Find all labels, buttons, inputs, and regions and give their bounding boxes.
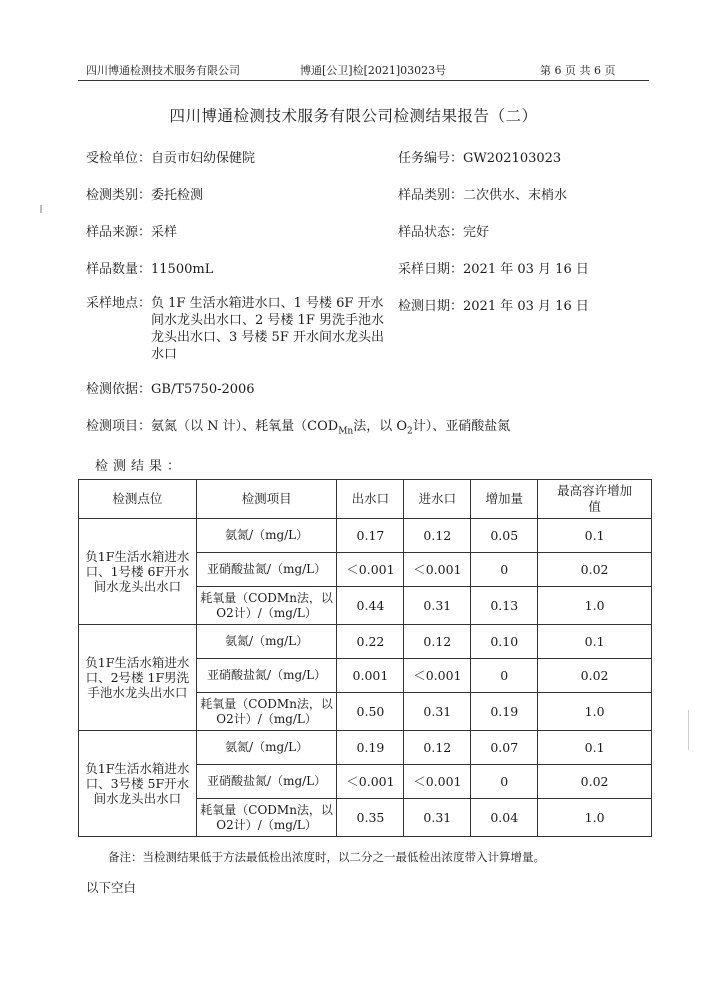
field-sample-source xyxy=(86,224,177,241)
field-sample-type xyxy=(398,187,567,204)
field-sample-site xyxy=(86,295,391,363)
item-cell: 氨氮/（mg/L） xyxy=(196,625,337,659)
subscript: 2 xyxy=(407,426,413,437)
field-value: 氨氮（以 N 计）、耗氧量（COD xyxy=(151,419,339,434)
inlet-cell: 0.31 xyxy=(404,587,471,625)
footnote: 备注：当检测结果低于方法最低检出浓度时，以二分之一最低检出浓度带入计算增量。 xyxy=(108,850,545,864)
max-cell: 0.02 xyxy=(538,765,652,799)
header-page-number: 第 6 页 共 6 页 xyxy=(540,64,616,77)
field-sample-state xyxy=(398,224,489,241)
field-sample-date xyxy=(398,261,589,278)
header-report-number: 博通[公卫]检[2021]03023号 xyxy=(300,64,447,77)
header-site: 检测点位 xyxy=(79,480,197,519)
results-heading: 检测结果： xyxy=(95,459,186,474)
subscript: Mn xyxy=(338,426,354,437)
item-cell: 耗氧量（CODMn法，以O2计）/（mg/L） xyxy=(196,587,337,625)
outlet-cell: 0.001 xyxy=(337,659,404,693)
field-value: 负 1F 生活水箱进水口、1 号楼 6F 开水间水龙头出水口、2 号楼 1F 男洗手池水龙头出水口、3 号楼 5F 开水间水龙头出水口 xyxy=(151,296,384,362)
site-cell: 负1F生活水箱进水口、3号楼 5F开水间水龙头出水口 xyxy=(79,731,197,837)
field-label: 检测日期： xyxy=(398,299,464,314)
max-cell: 1.0 xyxy=(538,693,652,731)
field-label: 检测类别： xyxy=(86,188,152,203)
inlet-cell: 0.12 xyxy=(404,731,471,765)
increase-cell: 0 xyxy=(471,659,538,693)
increase-cell: 0.05 xyxy=(471,519,538,553)
site-cell: 负1F生活水箱进水口、1号楼 6F开水间水龙头出水口 xyxy=(79,519,197,625)
header-increase: 增加量 xyxy=(471,480,538,519)
increase-cell: 0.19 xyxy=(471,693,538,731)
field-label: 采样地点： xyxy=(86,296,152,311)
results-table xyxy=(78,479,652,837)
scan-speck xyxy=(688,710,689,750)
inlet-cell: ＜0.001 xyxy=(404,765,471,799)
outlet-cell: 0.17 xyxy=(337,519,404,553)
field-basis xyxy=(86,381,255,398)
field-test-date xyxy=(398,298,589,315)
field-value: 2021 年 03 月 16 日 xyxy=(463,262,589,277)
field-label: 样品状态： xyxy=(398,225,464,240)
field-label: 样品来源： xyxy=(86,225,152,240)
inlet-cell: ＜0.001 xyxy=(404,553,471,587)
outlet-cell: ＜0.001 xyxy=(337,765,404,799)
outlet-cell: 0.44 xyxy=(337,587,404,625)
outlet-cell: 0.22 xyxy=(337,625,404,659)
increase-cell: 0.10 xyxy=(471,625,538,659)
header-company: 四川博通检测技术服务有限公司 xyxy=(86,64,240,77)
field-label: 受检单位： xyxy=(86,151,152,166)
blank-below-marker: 以下空白 xyxy=(86,880,137,895)
increase-cell: 0.13 xyxy=(471,587,538,625)
field-value: GW202103023 xyxy=(463,151,562,166)
header-outlet: 出水口 xyxy=(337,480,404,519)
field-task-no xyxy=(398,150,561,167)
field-label: 检测依据： xyxy=(86,382,152,397)
item-cell: 亚硝酸盐氮/（mg/L） xyxy=(196,765,337,799)
field-client xyxy=(86,150,255,167)
max-cell: 0.1 xyxy=(538,519,652,553)
table-row xyxy=(79,519,652,553)
increase-cell: 0.07 xyxy=(471,731,538,765)
header-max-allowed: 最高容许增加值 xyxy=(538,480,652,519)
outlet-cell: ＜0.001 xyxy=(337,553,404,587)
header-item: 检测项目 xyxy=(196,480,337,519)
field-label: 任务编号： xyxy=(398,151,464,166)
field-label: 采样日期： xyxy=(398,262,464,277)
item-cell: 亚硝酸盐氮/（mg/L） xyxy=(196,553,337,587)
item-cell: 氨氮/（mg/L） xyxy=(196,519,337,553)
field-value: 二次供水、末梢水 xyxy=(463,188,568,203)
item-cell: 氨氮/（mg/L） xyxy=(196,731,337,765)
max-cell: 1.0 xyxy=(538,587,652,625)
field-value: 11500mL xyxy=(151,262,214,277)
field-test-items xyxy=(86,418,510,441)
report-title: 四川博通检测技术服务有限公司检测结果报告（二） xyxy=(169,107,538,125)
inlet-cell: 0.12 xyxy=(404,625,471,659)
max-cell: 0.1 xyxy=(538,625,652,659)
max-cell: 1.0 xyxy=(538,799,652,837)
inlet-cell: 0.12 xyxy=(404,519,471,553)
increase-cell: 0 xyxy=(471,553,538,587)
site-cell: 负1F生活水箱进水口、2号楼 1F男洗手池水龙头出水口 xyxy=(79,625,197,731)
field-value: 2021 年 03 月 16 日 xyxy=(463,299,589,314)
max-cell: 0.02 xyxy=(538,659,652,693)
scan-speck xyxy=(40,205,42,213)
table-row xyxy=(79,625,652,659)
increase-cell: 0.04 xyxy=(471,799,538,837)
item-cell: 耗氧量（CODMn法，以O2计）/（mg/L） xyxy=(196,693,337,731)
field-value: 采样 xyxy=(151,225,178,240)
field-test-type xyxy=(86,187,203,204)
table-header-row xyxy=(79,480,652,519)
inlet-cell: 0.31 xyxy=(404,693,471,731)
field-label: 样品数量： xyxy=(86,262,152,277)
inlet-cell: ＜0.001 xyxy=(404,659,471,693)
outlet-cell: 0.35 xyxy=(337,799,404,837)
field-sample-qty xyxy=(86,261,213,278)
field-value: 自贡市妇幼保健院 xyxy=(151,151,256,166)
field-value: GB/T5750-2006 xyxy=(151,382,255,397)
outlet-cell: 0.19 xyxy=(337,731,404,765)
table-row xyxy=(79,731,652,765)
increase-cell: 0 xyxy=(471,765,538,799)
max-cell: 0.02 xyxy=(538,553,652,587)
header-divider xyxy=(78,80,649,81)
field-label: 样品类别： xyxy=(398,188,464,203)
field-label: 检测项目： xyxy=(86,419,152,434)
field-value-cont: 计）、亚硝酸盐氮 xyxy=(412,419,511,434)
outlet-cell: 0.50 xyxy=(337,693,404,731)
field-value: 委托检测 xyxy=(151,188,204,203)
field-value: 完好 xyxy=(463,225,490,240)
inlet-cell: 0.31 xyxy=(404,799,471,837)
max-cell: 0.1 xyxy=(538,731,652,765)
field-value-cont: 法，以 O xyxy=(353,419,407,434)
item-cell: 亚硝酸盐氮/（mg/L） xyxy=(196,659,337,693)
item-cell: 耗氧量（CODMn法，以O2计）/（mg/L） xyxy=(196,799,337,837)
header-inlet: 进水口 xyxy=(404,480,471,519)
